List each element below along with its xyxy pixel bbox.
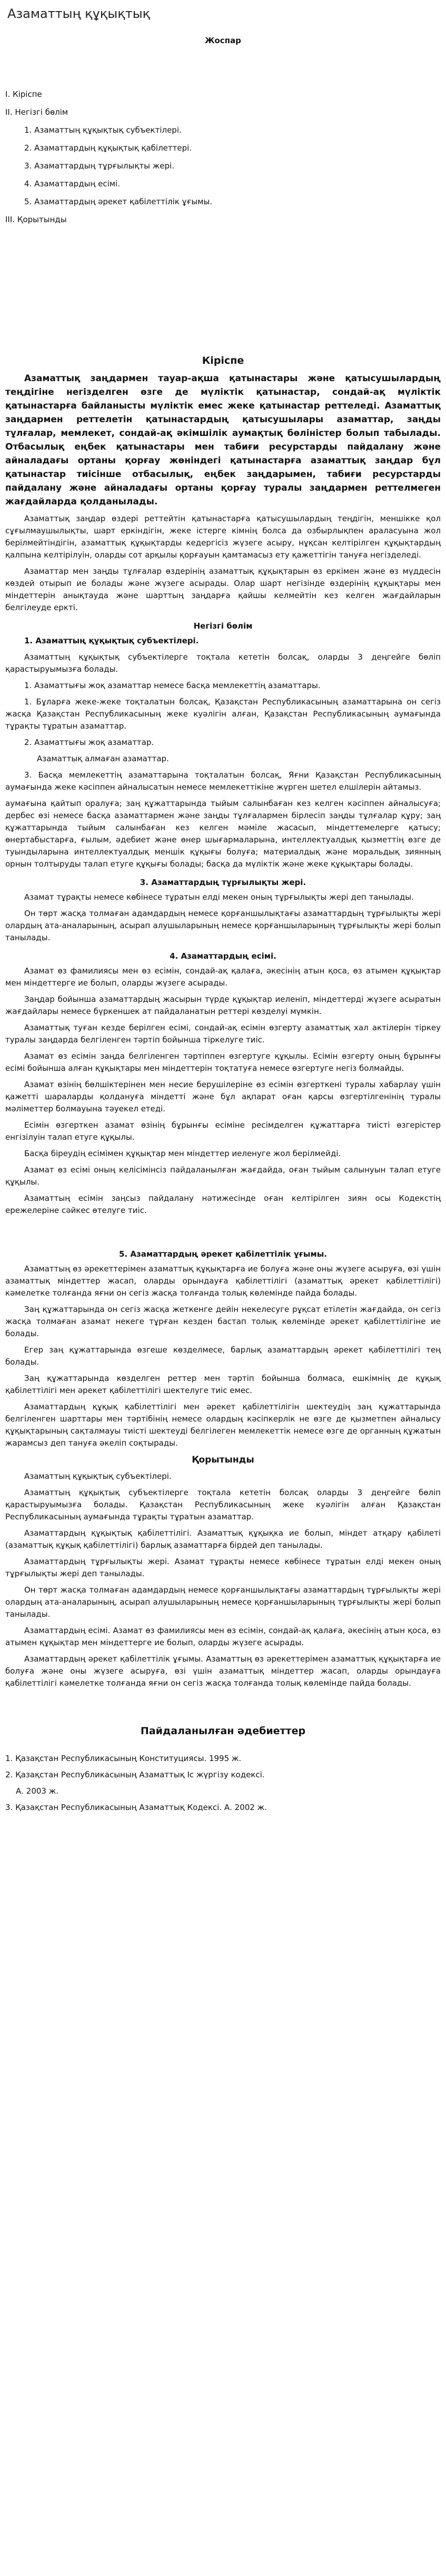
section-paragraph: Азамат өзінің бөлшіктерінен мен несие берушілеріне өз есімін өзгерткені туралы хабарлау үшін қажетті шараларды қолдануға міндетті және бұл ақпарат оған қарсы өзгертілгенінің туралы мәліметтер болмауына тәуекел етеді. (5, 1080, 441, 1113)
section-paragraph: Басқа біреудің есімімен құқықтар мен міндеттер иеленуге жол берілмейді. (24, 1149, 341, 1158)
conclusion-paragraph: Азаматтардың әрекет қабілеттілік ұғымы. Азаматтың өз әрекеттерімен азаматтық құқықтарға ие болуға және оны жүзеге асыруға, өзі үшін азаматтық міндеттер жасап, оларды орындауға қабілеттілігі кәмелетке толғанда яғни он сегіз жасқа толғанда толық көлемінде пайда болады. (5, 1654, 441, 1688)
section-paragraph: Он төрт жасқа толмаған адамдардың немесе қорғаншылықтағы азаматтардың тұрғылықты жері олардың ата-аналарының, асырап алушыларының немесе қорғаншыларының тұрғылықты жері болып танылады. (5, 909, 441, 942)
section-5-heading: 5. Азаматтардың әрекет қабілеттілік ұғымы. (119, 1249, 327, 1259)
references-list (5, 1753, 441, 1814)
document-title: Азаматтың құқықтық (7, 6, 151, 21)
section-paragraph: Азаматтық туған кезде берілген есімі, сондай-ақ есімін өзгерту азаматтық хал актілерін тіркеу туралы заңдарда белгіленген тәртіп бойынша тіркелуге тиіс. (5, 1023, 441, 1045)
conclusion-paragraph: Азаматтың құқықтық субъектілерге тоқтала кететін болсақ оларды 3 деңгейге бөліп қарастыруымызға болады. Қазақстан Республикасының жеке куәлігін алған Қазақстан Республикасының аумағында тұрақты тұратын азаматтар. (5, 1488, 441, 1521)
toc-item: 3. Азаматтардың тұрғылықты жері. (24, 161, 174, 171)
main-heading: Негізгі бөлім (193, 621, 253, 631)
reference-item: 1. Қазақстан Республикасының Конституциясы. 1995 ж. (5, 1754, 242, 1763)
section-paragraph: Егер заң құжаттарында өзгеше көзделмесе, барлық азаматтардың әрекет қабілеттілігі тең болады. (5, 1345, 441, 1367)
toc-item: III. Қорытынды (5, 215, 67, 224)
intro-paragraph: Азаматтық заңдармен тауар-ақша қатынастары және қатысушылардың теңдігіне негізделген өзге де мүліктік қатынастар, сондай-ақ мүліктік қатынастарға байланысты мүліктік емес жеке қатынастар реттеледі. Азаматтық заңдармен реттелетін қатынастардың қатысушылары азаматтар, заңды тұлғалар, мемлекет, сондай-ақ әкімшілік аумақтық бөліністер болып табылады. Отбасылық еңбек қатынастары мен табиғи ресурстарды пайдалану және айналадағы ортаны қорғау жөніндегі қатынастарға азаматтық заңдар бұл қатынастар тиісінше отбасылық, еңбек заңдарымен, табиғи ресурстарды пайдалану және айналадағы ортаны қорғау туралы заңдармен реттелмеген жағдайларда қолданылады. (5, 373, 441, 507)
conclusion-paragraph: Азаматтың құқықтық субъектілері. (24, 1471, 172, 1481)
section-paragraph: Азамат өз есімін заңда белгіленген тәртіппен өзгертуге құқылы. Есімін өзгерту оның бұрынғы есімі бойынша алған құқықтары мен міндеттерін тоқтатуға немесе өзгертуге негіз болмайды. (5, 1051, 441, 1073)
conclusion-paragraph: Азаматтардың есімі. Азамат өз фамилиясы мен өз есімін, сондай-ақ қалаға, әкесінің атын қоса, өз атымен құқықтар мен міндеттерге ие болып, оларды жүзеге асырады. (5, 1626, 441, 1647)
section-4-heading: 4. Азаматтардың есімі. (170, 951, 276, 961)
section-paragraph: Заң құжаттарында көзделген реттер мен тәртіп бойынша болмаса, ешкімнің де құқық қабілеттілігі мен әрекет қабілеттілігі шектелуге тиіс емес. (5, 1374, 441, 1395)
reference-item: А. 2003 ж. (16, 1786, 59, 1796)
section-paragraph: 1. Бұларға жеке-жеке тоқталатын болсақ, Қазақстан Республикасының азаматтарына он сегіз жасқа Қазақстан Республикасының жеке куәлігін алған, Қазақстан Республикасының аумағында тұрақты тұратын азаматтар. (5, 697, 441, 731)
section-paragraph: Заң құжаттарында он сегіз жасқа жеткенге дейін некелесуге рұқсат етілетін жағдайда, он сегіз жасқа толмаған азамат некеге тұрған кезден бастап толық көлемінде әрекет қабілеттілігіне ие болады. (5, 1305, 441, 1338)
section-paragraph: Азаматтың есімін заңсыз пайдалану нәтижесінде оған келтірілген зиян осы Кодекстің ережелеріне сәйкес өтелуге тиіс. (5, 1193, 441, 1215)
intro-heading: Кіріспе (202, 355, 244, 366)
toc-item: 1. Азаматтың құқықтық субъектілері. (24, 125, 182, 135)
section-paragraph: Азаматтың құқықтық субъектілерге тоқтала кететін болсақ, оларды 3 деңгейге бөліп қарастыруымызға болады. (5, 652, 441, 674)
reference-item: 2. Қазақстан Республикасының Азаматтық Іс жүргізу кодексі. (5, 1770, 265, 1779)
table-of-contents (5, 85, 441, 228)
intro-paragraph: Азаматтық заңдар өздері реттейтін қатынастарға қатысушылардың теңдігін, меншікке қол сұғылмаушылықты, шарт еркіндігін, жеке істерге кімнің болса да озбырлықпен араласуына жол берілмейтіндігін, азаматтық құқықтарды кедергісіз жүзеге асыру, нұқсан келтірілген құқықтардың қалпына келтірілуін, оларды сот арқылы қорғауын қамтамасыз ету қажеттігін тануға негізделеді. (5, 514, 441, 560)
section-paragraph: аумағына қайтып оралуға; заң құжаттарында тыйым салынбаған кез келген кәсіппен айналысуға; дербес өзі немесе басқа азаматтармен және заңды тұлғалармен бірлесіп заңды тұлғалар құру; заң құжаттарында тыйым салынбаған кез келген мәміле жасасып, міндеттемелерге қатысу; өнертабыстарға, ғылым, әдебиет және өнер шығармаларына, интеллектуалдық қызметтің өзге де туындыларына интеллектуалдық меншік құқығы болуға; материалдық және моральдық зиянның орнын толтыруды талап етуге құқығы болады; басқа да мүліктік және жеке құқықтары болады. (5, 799, 441, 869)
section-3-heading: 3. Азаматтардың тұрғылықты жері. (140, 878, 306, 887)
toc-item: 5. Азаматтардың әрекет қабілеттілік ұғымы. (24, 197, 213, 206)
section-paragraph: 1. Азаматтығы жоқ азаматтар немесе басқа мемлекеттің азаматтары. (24, 681, 321, 690)
section-paragraph: Азаматтық алмаған азаматтар. (37, 754, 169, 763)
section-1-heading: 1. Азаматтың құқықтық субъектілері. (24, 636, 199, 645)
plan-heading: Жоспар (205, 36, 241, 45)
conclusion-paragraph: Он төрт жасқа толмаған адамдардың немесе қорғаншылықтағы азаматтардың тұрғылықты жері олардың ата-аналарының, асырап алушыларының немесе қорғаншыларының тұрғылықты жері болып танылады. (5, 1585, 441, 1619)
section-paragraph: Азамат өз есімі оның келісімінсіз пайдаланылған жағдайда, оған тыйым салынуын талап етуге құқылы. (5, 1165, 441, 1187)
section-paragraph: Азаматтың өз әрекеттерімен азаматтық құқықтарға ие болуға және оны жүзеге асыруға, өзі үшін азаматтық міндеттер жасап, оларды орындауға қабілеттілігі (азаматтық әрекет қабілеттілігі) кәмелетке толғанда яғни он сегіз жасқа толғанда толық көлемінде пайда болады. (5, 1264, 441, 1298)
section-paragraph: Азамат өз фамилиясы мен өз есімін, сондай-ақ қалаға, әкесінің атын қоса, өз атымен құқықтар мен міндеттерге ие болып, оларды жүзеге асырады. (5, 966, 441, 988)
section-paragraph: Азаматтардың құқық қабілеттілігі мен әрекет қабілеттілігін шектеудің заң құжаттарында белгіленген шарттары мен тәртібінің немесе олардың кәсіпкерлік не өзге де қызметпен айналысу құқықтарының сақталмауы тиісті шектеуді белгілеген мемлекеттік немесе өзге де органның құжатын жарамсыз деп тануға әкеліп соқтырады. (5, 1402, 441, 1448)
toc-item: I. Кіріспе (5, 89, 42, 99)
conclusion-paragraph: Азаматтардың құқықтық қабілеттілігі. Азаматтық құқықка ие болып, міндет атқару қабілеті (азаматтық құқық қабілеттілігі) барлық азаматтарға бірдей деп танылады. (5, 1528, 441, 1550)
section-paragraph: Заңдар бойынша азаматтардың жасырын түрде құқықтар иеленіп, міндеттерді жүзеге асыратын жағдайлары немесе бүркеншек ат пайдаланатын реттері көзделуі мүмкін. (5, 994, 441, 1016)
conclusion-paragraph: Азаматтардың тұрғылықты жері. Азамат тұрақты немесе көбінесе тұратын елді мекен оның тұрғылықты жері деп танылады. (5, 1557, 441, 1578)
section-paragraph: Есімін өзгерткен азамат өзінің бұрынғы есіміне ресімделген құжаттарға тиісті өзгерістер енгізілуін талап етуге құқылы. (5, 1120, 441, 1142)
section-paragraph: 2. Азаматтығы жоқ азаматтар. (24, 738, 154, 747)
section-paragraph: Азамат тұрақты немесе көбінесе тұратын елді мекен оның тұрғылықты жері деп танылады. (24, 892, 414, 902)
references-heading: Пайдаланылған әдебиеттер (140, 1725, 306, 1737)
toc-item: 2. Азаматтардың құқықтық қабілеттері. (24, 143, 192, 153)
reference-item: 3. Қазақстан Республикасының Азаматтық Кодексі. А. 2002 ж. (5, 1803, 267, 1812)
toc-item: 4. Азаматтардың есімі. (24, 179, 120, 188)
section-paragraph: 3. Басқа мемлекеттің азаматтарына тоқталатын болсақ, Яғни Қазақстан Республикасының аумағында жеке кәсіппен айналысатын немесе мемлекеттікіне жүрген шетел елшілерін айтамыз. (5, 770, 441, 792)
toc-item: II. Негізгі бөлім (5, 107, 68, 117)
conclusion-heading: Қорытынды (192, 1455, 254, 1465)
intro-paragraph: Азаматтар мен заңды тұлғалар өздерінің азаматтық құқықтарын өз еркімен және өз мүддесін көздей отырып ие болады және жүзеге асырады. Олар шарт негізінде өздерінің құқықтары мен міндеттерін анықтауда және шарттың заңдарға қайшы келмейтін кез келген жағдайларын белгілеуде еркті. (5, 566, 441, 612)
